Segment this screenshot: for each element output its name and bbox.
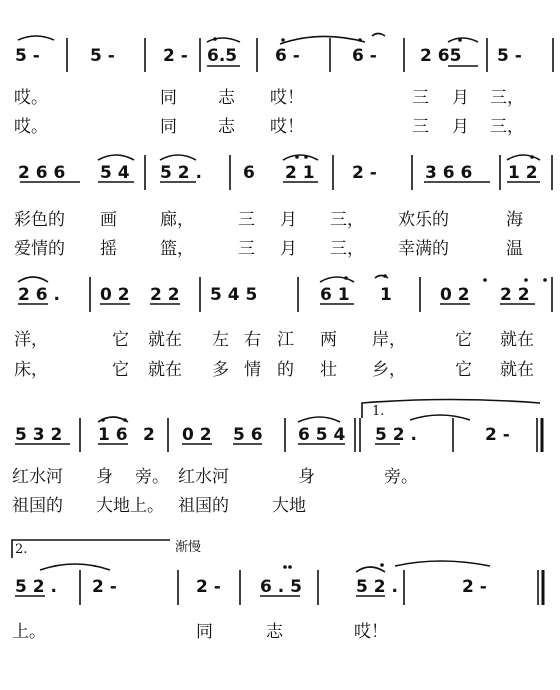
lyric: 同 [160, 88, 177, 108]
note-group: 5 3 2 [15, 425, 63, 445]
note-group: 5 - [90, 46, 115, 66]
note-group: 1 [380, 285, 392, 305]
lyric: 壮 [320, 360, 337, 380]
lyric: 哎。 [14, 117, 48, 137]
note-group: 6 - [275, 46, 300, 66]
note-group: 0 2 [100, 285, 130, 305]
lyric: 身 [298, 467, 315, 487]
lyric: 三 [238, 210, 255, 230]
lyric: 它 [455, 360, 472, 380]
lyric: 身 [96, 467, 113, 487]
note-group: 2 - [462, 577, 487, 597]
lyric: 右 [244, 330, 261, 350]
lyric: 洋， [14, 330, 48, 350]
lyric: 的 [277, 360, 294, 380]
lyric: 上。 [12, 622, 46, 642]
lyric: 它 [112, 360, 129, 380]
lyric: 月 [280, 210, 297, 230]
note-group: 2 - [196, 577, 221, 597]
lyric: 三 [238, 239, 255, 259]
lyric: 哎。 [14, 88, 48, 108]
lyric: 情 [244, 360, 261, 380]
lyric: 就在 [500, 360, 534, 380]
lyric: 多 [212, 360, 229, 380]
note-group: 2 - [485, 425, 510, 445]
note-group: 2 2 [500, 285, 530, 305]
lyric: 大地上。 [96, 496, 164, 516]
note-group: 2 2 [150, 285, 180, 305]
lyric: 江 [277, 330, 294, 350]
lyric: 两 [320, 330, 337, 350]
lyric: 旁。 [135, 467, 169, 487]
note-group: 2 - [352, 163, 377, 183]
lyric: 志 [266, 622, 283, 642]
note-group: 5 2 . [15, 577, 57, 597]
note-group: 2 - [163, 46, 188, 66]
note-group: 2 65 [420, 46, 462, 66]
lyric: 大地 [272, 496, 306, 516]
lyric: 三， [330, 239, 364, 259]
lyric: 哎！ [270, 117, 304, 137]
note-group: 3 6 6 [425, 163, 473, 183]
lyric: 月 [452, 88, 469, 108]
lyric: 岸， [372, 330, 406, 350]
lyric: 就在 [500, 330, 534, 350]
volta-one-label: 1. [372, 404, 385, 419]
lyric: 三， [490, 117, 524, 137]
note-group: 0 2 [440, 285, 470, 305]
lyric: 彩色的 [14, 210, 65, 230]
note-group: 2 6 . [18, 285, 60, 305]
lyric: 旁。 [384, 467, 418, 487]
lyric: 三， [490, 88, 524, 108]
lyric: 哎！ [354, 622, 388, 642]
lyric: 画 [100, 210, 117, 230]
lyric: 同 [160, 117, 177, 137]
lyric: 同 [196, 622, 213, 642]
lyric: 乡， [372, 360, 406, 380]
note-group: 2 - [92, 577, 117, 597]
note-group: 1 2 [508, 163, 538, 183]
note-group: 6 5 4 [298, 425, 346, 445]
note-group: 6 [243, 163, 255, 183]
lyric: 祖国的 [178, 496, 229, 516]
note-group: 5 4 5 [210, 285, 258, 305]
lyric: 哎！ [270, 88, 304, 108]
lyric: 红水河 [178, 467, 229, 487]
tempo-marking: 渐慢 [175, 540, 202, 555]
lyric: 左 [212, 330, 229, 350]
lyric: 就在 [148, 330, 182, 350]
lyric: 志 [218, 117, 235, 137]
note-group: 0 2 [182, 425, 212, 445]
note-group: 5 - [15, 46, 40, 66]
lyric: 三 [412, 88, 429, 108]
lyric: 祖国的 [12, 496, 63, 516]
note-group: 5 2 . [375, 425, 417, 445]
lyric: 温 [506, 239, 523, 259]
note-group: 6.5 [207, 46, 238, 66]
note-group: 5 4 [100, 163, 130, 183]
note-group: 2 [143, 425, 155, 445]
lyric: 就在 [148, 360, 182, 380]
lyric: 红水河 [12, 467, 63, 487]
lyric: 篮， [160, 239, 194, 259]
lyric: 三， [330, 210, 364, 230]
volta-two-label: 2. [15, 542, 28, 557]
note-group: 6 1 [320, 285, 350, 305]
lyric: 志 [218, 88, 235, 108]
note-group: 1 6 [98, 425, 128, 445]
lyric: 爱情的 [14, 239, 65, 259]
lyric: 三 [412, 117, 429, 137]
lyric: 月 [280, 239, 297, 259]
lyric: 床， [14, 360, 48, 380]
lyric: 海 [506, 210, 523, 230]
lyric: 它 [455, 330, 472, 350]
note-group: 2 1 [285, 163, 315, 183]
lyric: 欢乐的 [398, 210, 449, 230]
lyric: 摇 [100, 239, 117, 259]
note-group: 2 6 6 [18, 163, 66, 183]
note-group: 5 - [497, 46, 522, 66]
note-group: 6 - [352, 46, 377, 66]
lyric: 廊， [160, 210, 194, 230]
note-group: 5 2 . [356, 577, 398, 597]
lyric: 月 [452, 117, 469, 137]
lyric: 它 [112, 330, 129, 350]
note-group: 5 6 [233, 425, 263, 445]
lyric: 幸满的 [398, 239, 449, 259]
note-group: 5 2 . [160, 163, 202, 183]
note-group: 6 . 5 [260, 577, 302, 597]
